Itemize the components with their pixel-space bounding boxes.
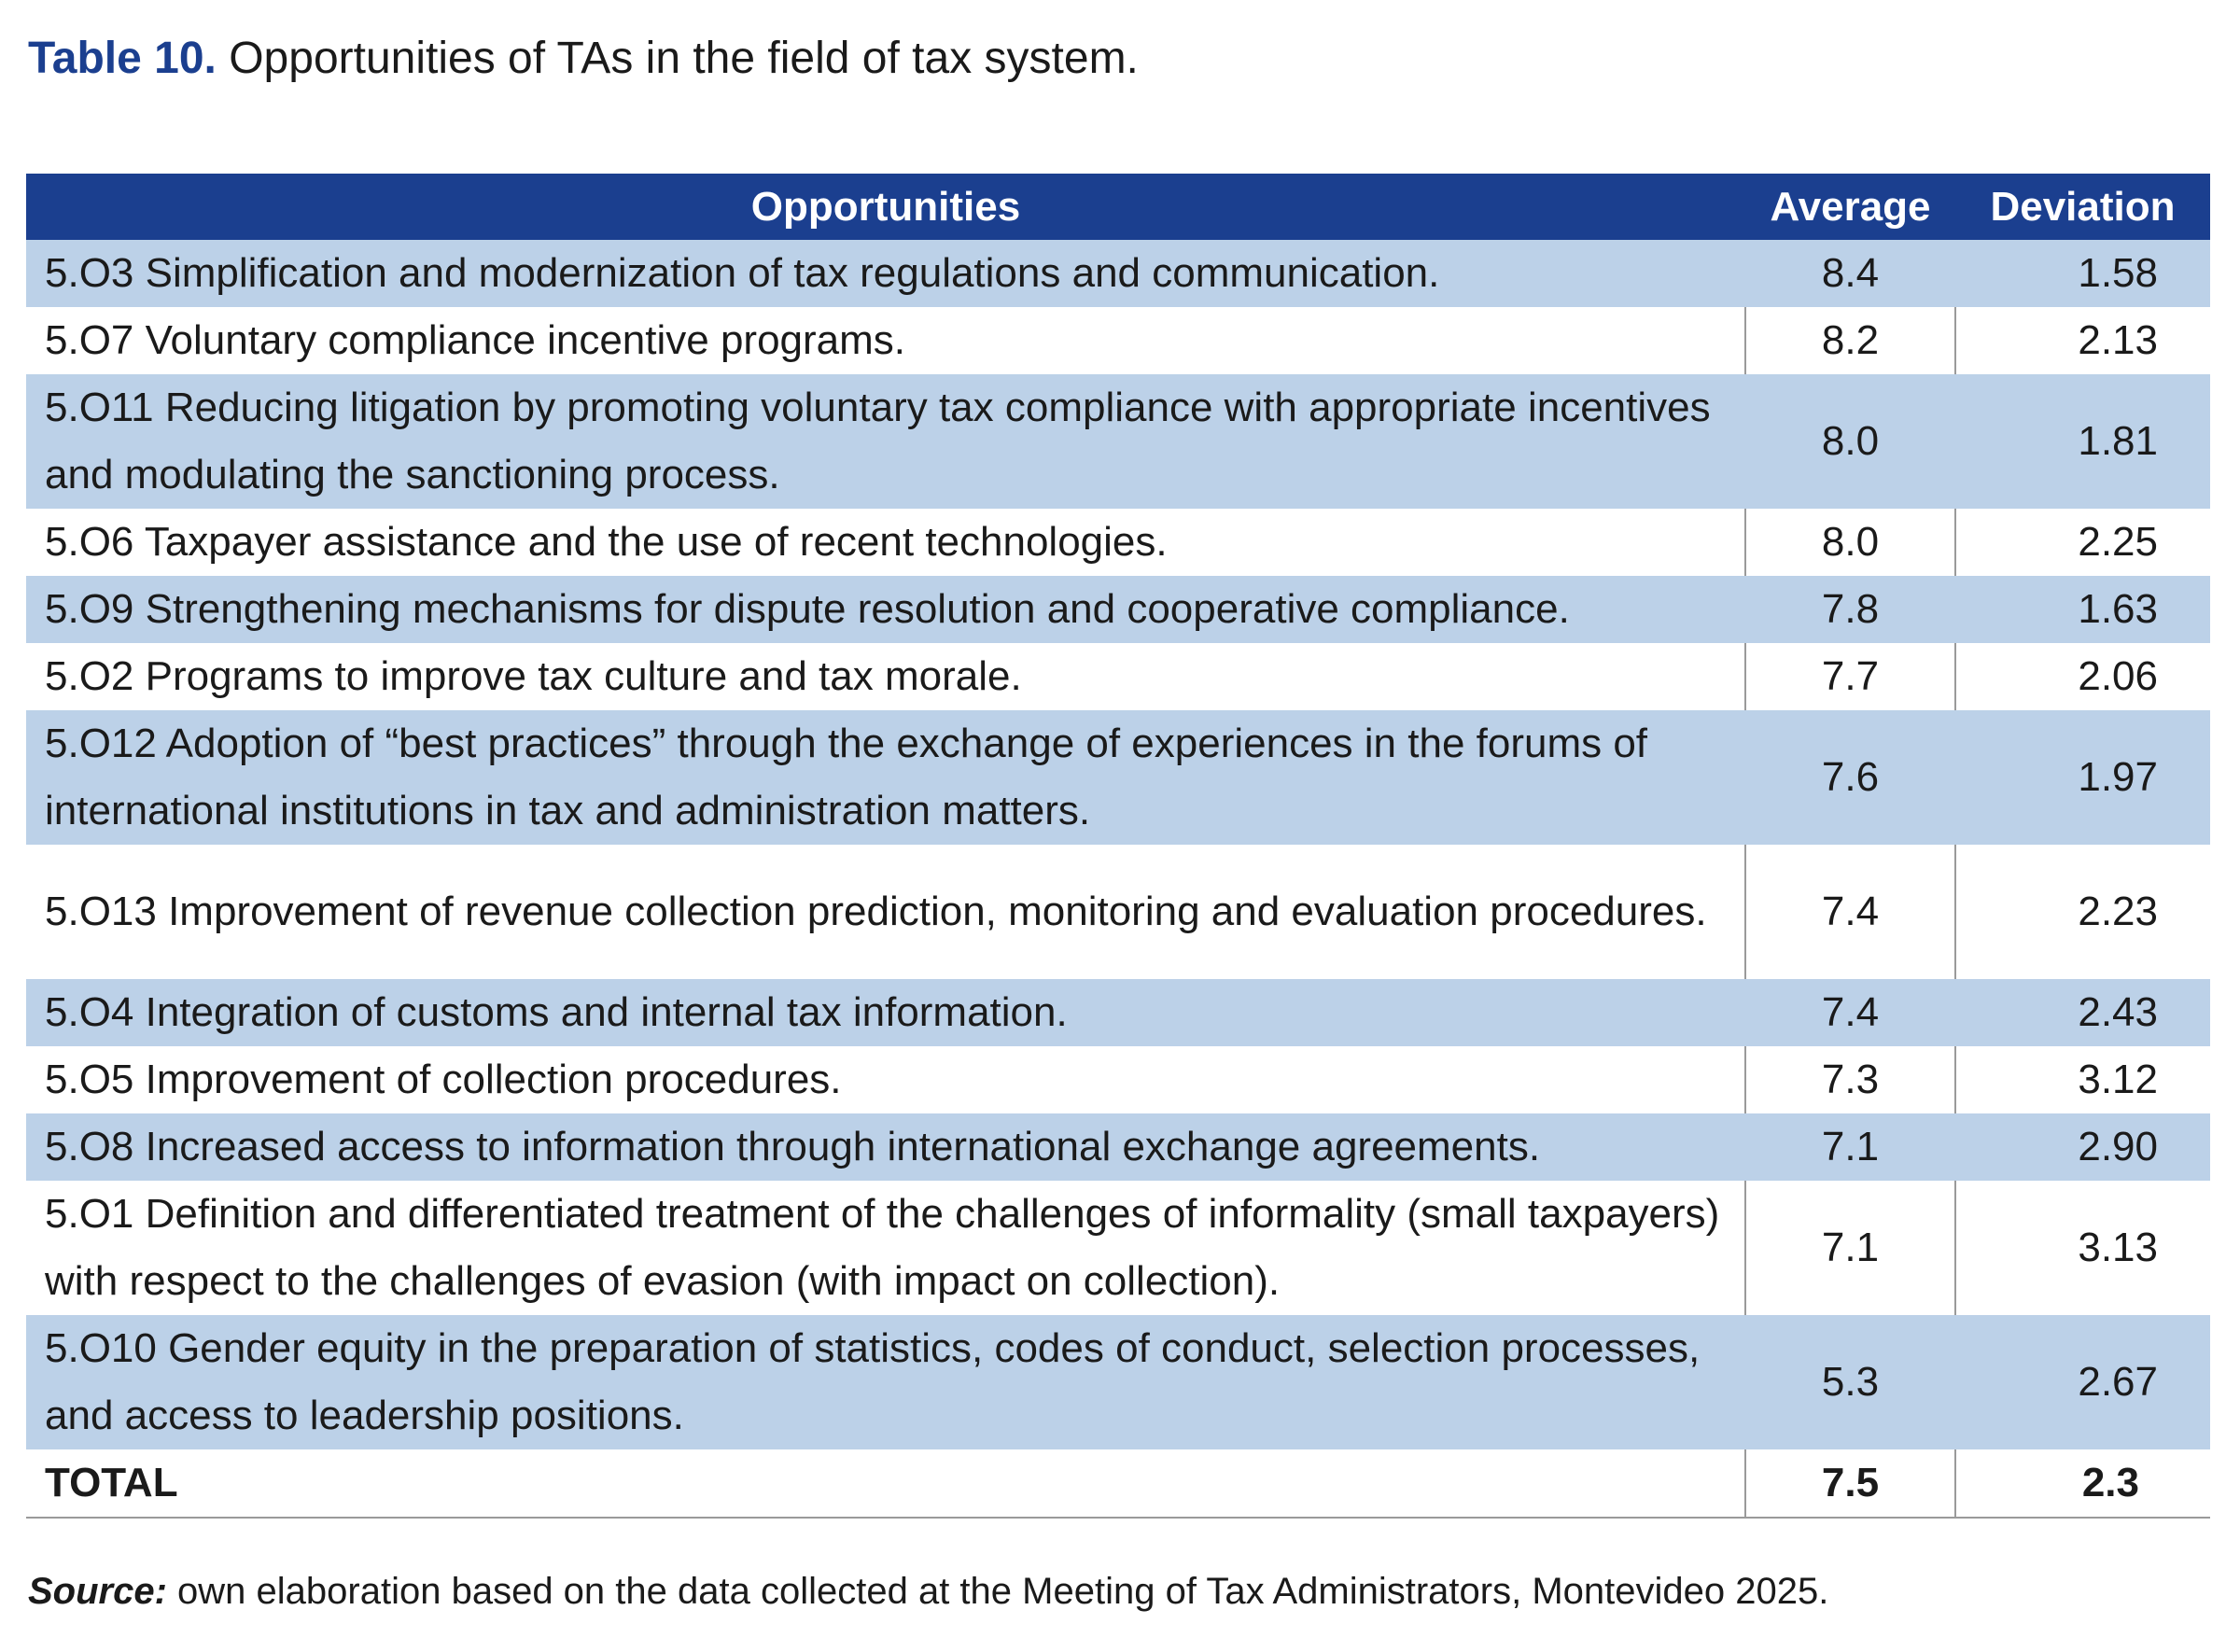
- table-caption: [28, 26, 1139, 91]
- opportunity-text: 5.O7 Voluntary compliance incentive programs.: [45, 317, 906, 363]
- deviation-value: 2.25: [1955, 509, 2210, 576]
- table-row: [26, 509, 2210, 576]
- average-value: 7.1: [1745, 1181, 1955, 1315]
- table-header-row: [26, 174, 2210, 240]
- opportunity-text: 5.O6 Taxpayer assistance and the use of recent technologies.: [45, 519, 1168, 565]
- source-text: own elaboration based on the data collected at the Meeting of Tax Administrators, Montevideo 2025.: [166, 1571, 1829, 1612]
- average-value: 7.7: [1745, 643, 1955, 710]
- header-deviation: Deviation: [1955, 174, 2210, 240]
- table-row: [26, 1046, 2210, 1113]
- opportunity-text: 5.O9 Strengthening mechanisms for dispute resolution and cooperative compliance.: [26, 576, 1745, 643]
- header-average: Average: [1745, 174, 1955, 240]
- deviation-value: 3.12: [1955, 1046, 2210, 1113]
- average-value: 5.3: [1745, 1315, 1955, 1449]
- average-value: 7.8: [1745, 576, 1955, 643]
- average-value: 7.4: [1745, 845, 1955, 979]
- total-average: 7.5: [1745, 1449, 1955, 1518]
- opportunities-table: [26, 174, 2210, 1519]
- table-row: [26, 979, 2210, 1046]
- table-number-label: Table 10.: [28, 34, 217, 83]
- average-value: 7.3: [1745, 1046, 1955, 1113]
- source-note: [28, 1563, 1828, 1619]
- average-value: 8.0: [1745, 509, 1955, 576]
- opportunity-text: 5.O12 Adoption of “best practices” through the exchange of experiences in the forums of international institutions in tax and administration matters.: [26, 710, 1745, 845]
- deviation-value: 3.13: [1955, 1181, 2210, 1315]
- average-value: 7.4: [1745, 979, 1955, 1046]
- total-row: [26, 1449, 2210, 1518]
- average-value: 8.4: [1745, 240, 1955, 307]
- opportunity-text: 5.O3 Simplification and modernization of tax regulations and communication.: [26, 240, 1745, 307]
- opportunity-text: 5.O11 Reducing litigation by promoting voluntary tax compliance with appropriate incentives and modulating the sanctioning process.: [26, 374, 1745, 509]
- deviation-value: 2.06: [1955, 643, 2210, 710]
- table-row: [26, 710, 2210, 845]
- table-row: [26, 374, 2210, 509]
- table-row: [26, 1181, 2210, 1315]
- deviation-value: 2.23: [1955, 845, 2210, 979]
- table-row: [26, 240, 2210, 307]
- table-row: [26, 576, 2210, 643]
- source-label: Source:: [28, 1571, 167, 1612]
- opportunity-text: 5.O1 Definition and differentiated treatment of the challenges of informality (small taxpayers) with respect to the challenges of evasion (with impact on collection).: [45, 1191, 1720, 1304]
- average-value: 7.1: [1745, 1113, 1955, 1181]
- total-deviation: 2.3: [1955, 1449, 2210, 1518]
- deviation-value: 1.63: [1955, 576, 2210, 643]
- average-value: 7.6: [1745, 710, 1955, 845]
- deviation-value: 1.58: [1955, 240, 2210, 307]
- table-row: [26, 307, 2210, 374]
- deviation-value: 1.97: [1955, 710, 2210, 845]
- opportunity-text: 5.O8 Increased access to information through international exchange agreements.: [26, 1113, 1745, 1181]
- opportunity-text: 5.O2 Programs to improve tax culture and tax morale.: [45, 653, 1022, 699]
- average-value: 8.0: [1745, 374, 1955, 509]
- opportunity-text: 5.O13 Improvement of revenue collection prediction, monitoring and evaluation procedures.: [45, 889, 1707, 934]
- deviation-value: 2.13: [1955, 307, 2210, 374]
- header-opportunities: Opportunities: [26, 174, 1745, 240]
- opportunity-text: 5.O4 Integration of customs and internal tax information.: [26, 979, 1745, 1046]
- deviation-value: 2.43: [1955, 979, 2210, 1046]
- deviation-value: 2.90: [1955, 1113, 2210, 1181]
- opportunity-text: 5.O10 Gender equity in the preparation of statistics, codes of conduct, selection processes, and access to leadership positions.: [26, 1315, 1745, 1449]
- table-row: [26, 1113, 2210, 1181]
- average-value: 8.2: [1745, 307, 1955, 374]
- table-title: Opportunities of TAs in the field of tax system.: [216, 34, 1139, 83]
- deviation-value: 2.67: [1955, 1315, 2210, 1449]
- deviation-value: 1.81: [1955, 374, 2210, 509]
- total-label: TOTAL: [26, 1449, 1745, 1518]
- table-row: [26, 845, 2210, 979]
- table-row: [26, 1315, 2210, 1449]
- table-row: [26, 643, 2210, 710]
- opportunity-text: 5.O5 Improvement of collection procedures.: [45, 1057, 842, 1102]
